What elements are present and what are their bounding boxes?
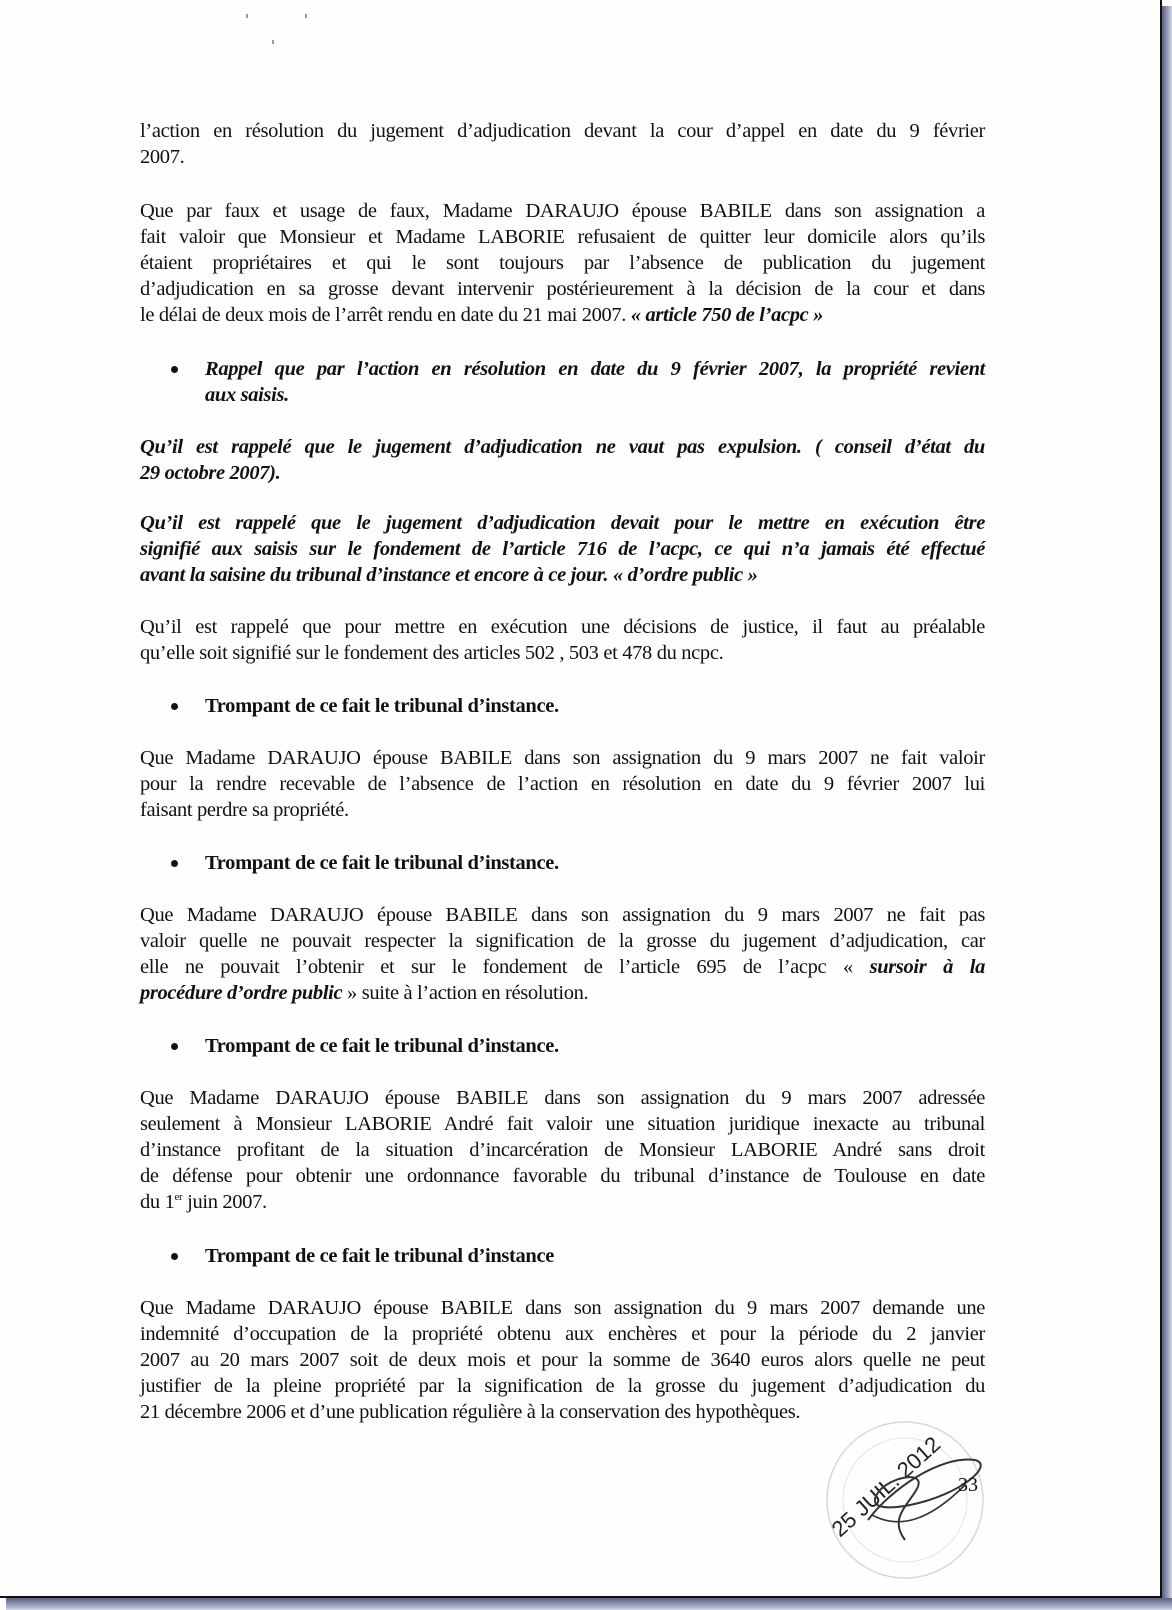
scan-speck (246, 14, 248, 18)
scan-speck (305, 14, 307, 18)
emphasis-line: signifié aux saisis sur le fondement de l’article 716 de l’acpc, ce qui n’a jamais été effectué (140, 538, 985, 560)
paragraph-line (140, 1189, 985, 1215)
bullet-line: Trompant de ce fait le tribunal d’instance (205, 1245, 554, 1267)
paragraph-line: Qu’il est rappelé que pour mettre en exécution une décisions de justice, il faut au préalable (140, 616, 985, 638)
page-shadow-bottom (6, 1598, 1172, 1610)
paragraph-line: seulement à Monsieur LABORIE André fait valoir une situation juridique inexacte au tribunal (140, 1113, 985, 1135)
paragraph-text: elle ne pouvait l’obtenir et sur le fondement de l’article 695 de l’acpc « (140, 956, 870, 978)
paragraph-line: valoir quelle ne pouvait respecter la signification de la grosse du jugement d’adjudication, car (140, 930, 985, 952)
paragraph-line: de défense pour obtenir une ordonnance favorable du tribunal d’instance de Toulouse en date (140, 1165, 985, 1187)
bullet-line: Trompant de ce fait le tribunal d’instance. (205, 1035, 559, 1057)
paragraph-line: qu’elle soit signifié sur le fondement des articles 502 , 503 et 478 du ncpc. (140, 642, 724, 664)
ordinal-superscript: er (174, 1191, 183, 1203)
paragraph-line: d’instance profitant de la situation d’incarcération de Monsieur LABORIE André sans droit (140, 1139, 985, 1161)
emphasis-line: 29 octobre 2007). (140, 462, 281, 484)
bullet-icon (171, 1253, 178, 1260)
emphasis-line: Qu’il est rappelé que le jugement d’adjudication devait pour le mettre en exécution être (140, 512, 985, 534)
page-number: 33 (958, 1474, 978, 1496)
paragraph-line: l’action en résolution du jugement d’adjudication devant la cour d’appel en date du 9 février (140, 120, 985, 142)
bullet-line: aux saisis. (205, 384, 289, 406)
date-stamp-signature-icon (790, 1420, 1010, 1600)
paragraph-line: Que Madame DARAUJO épouse BABILE dans son assignation du 9 mars 2007 demande une (140, 1297, 985, 1319)
paragraph-line: pour la rendre recevable de l’absence de l’action en résolution en date du 9 février 2007 lui (140, 773, 985, 795)
paragraph-line: 2007 au 20 mars 2007 soit de deux mois et pour la somme de 3640 euros alors quelle ne peut (140, 1349, 985, 1371)
bullet-line: Trompant de ce fait le tribunal d’instance. (205, 852, 559, 874)
paragraph-line: indemnité d’occupation de la propriété obtenu aux enchères et pour la période du 2 janvier (140, 1323, 985, 1345)
bullet-line: Trompant de ce fait le tribunal d’instance. (205, 695, 559, 717)
emphasis-line: Qu’il est rappelé que le jugement d’adjudication ne vaut pas expulsion. ( conseil d’état du (140, 436, 985, 458)
paragraph-line: d’adjudication en sa grosse devant intervenir postérieurement à la décision de la cour et dans (140, 278, 985, 300)
bullet-icon (171, 366, 178, 373)
bullet-line: Rappel que par l’action en résolution en date du 9 février 2007, la propriété revient (205, 358, 985, 380)
bullet-icon (171, 703, 178, 710)
article-reference: « article 750 de l’acpc » (630, 304, 824, 326)
paragraph-line: Que Madame DARAUJO épouse BABILE dans son assignation du 9 mars 2007 ne fait valoir (140, 747, 985, 769)
paragraph-line: fait valoir que Monsieur et Madame LABORIE refusaient de quitter leur domicile alors qu’ils (140, 226, 985, 248)
paragraph-line: justifier de la pleine propriété par la signification de la grosse du jugement d’adjudication du (140, 1375, 985, 1397)
paragraph-text: du 1 (140, 1191, 175, 1213)
bullet-icon (171, 1043, 178, 1050)
paragraph-line (140, 302, 985, 328)
paragraph-text: le délai de deux mois de l’arrêt rendu en date du 21 mai 2007. (140, 304, 631, 326)
paragraph-line: 21 décembre 2006 et d’une publication régulière à la conservation des hypothèques. (140, 1401, 801, 1423)
paragraph-line: Que Madame DARAUJO épouse BABILE dans son assignation du 9 mars 2007 adressée (140, 1087, 985, 1109)
paragraph-line (140, 980, 985, 1006)
paragraph-line: Que par faux et usage de faux, Madame DARAUJO épouse BABILE dans son assignation a (140, 200, 985, 222)
paragraph-line: Que Madame DARAUJO épouse BABILE dans son assignation du 9 mars 2007 ne fait pas (140, 904, 985, 926)
scan-speck (272, 40, 274, 44)
emphasis-line: avant la saisine du tribunal d’instance et encore à ce jour. « d’ordre public » (140, 564, 758, 586)
paragraph-line: étaient propriétaires et qui le sont toujours par l’absence de publication du jugement (140, 252, 985, 274)
stamp-date-text: 25 JUIL. 2012 (826, 1431, 946, 1542)
paragraph-line: faisant perdre sa propriété. (140, 799, 349, 821)
paragraph-line (140, 954, 985, 980)
paragraph-text: juin 2007. (182, 1191, 267, 1213)
bullet-icon (171, 860, 178, 867)
page-shadow-right (1162, 6, 1172, 1610)
paragraph-line: 2007. (140, 146, 185, 168)
emphasis-text: procédure d’ordre public (140, 982, 343, 1004)
paragraph-text: » suite à l’action en résolution. (342, 982, 589, 1004)
emphasis-text: sursoir à la (869, 956, 985, 978)
